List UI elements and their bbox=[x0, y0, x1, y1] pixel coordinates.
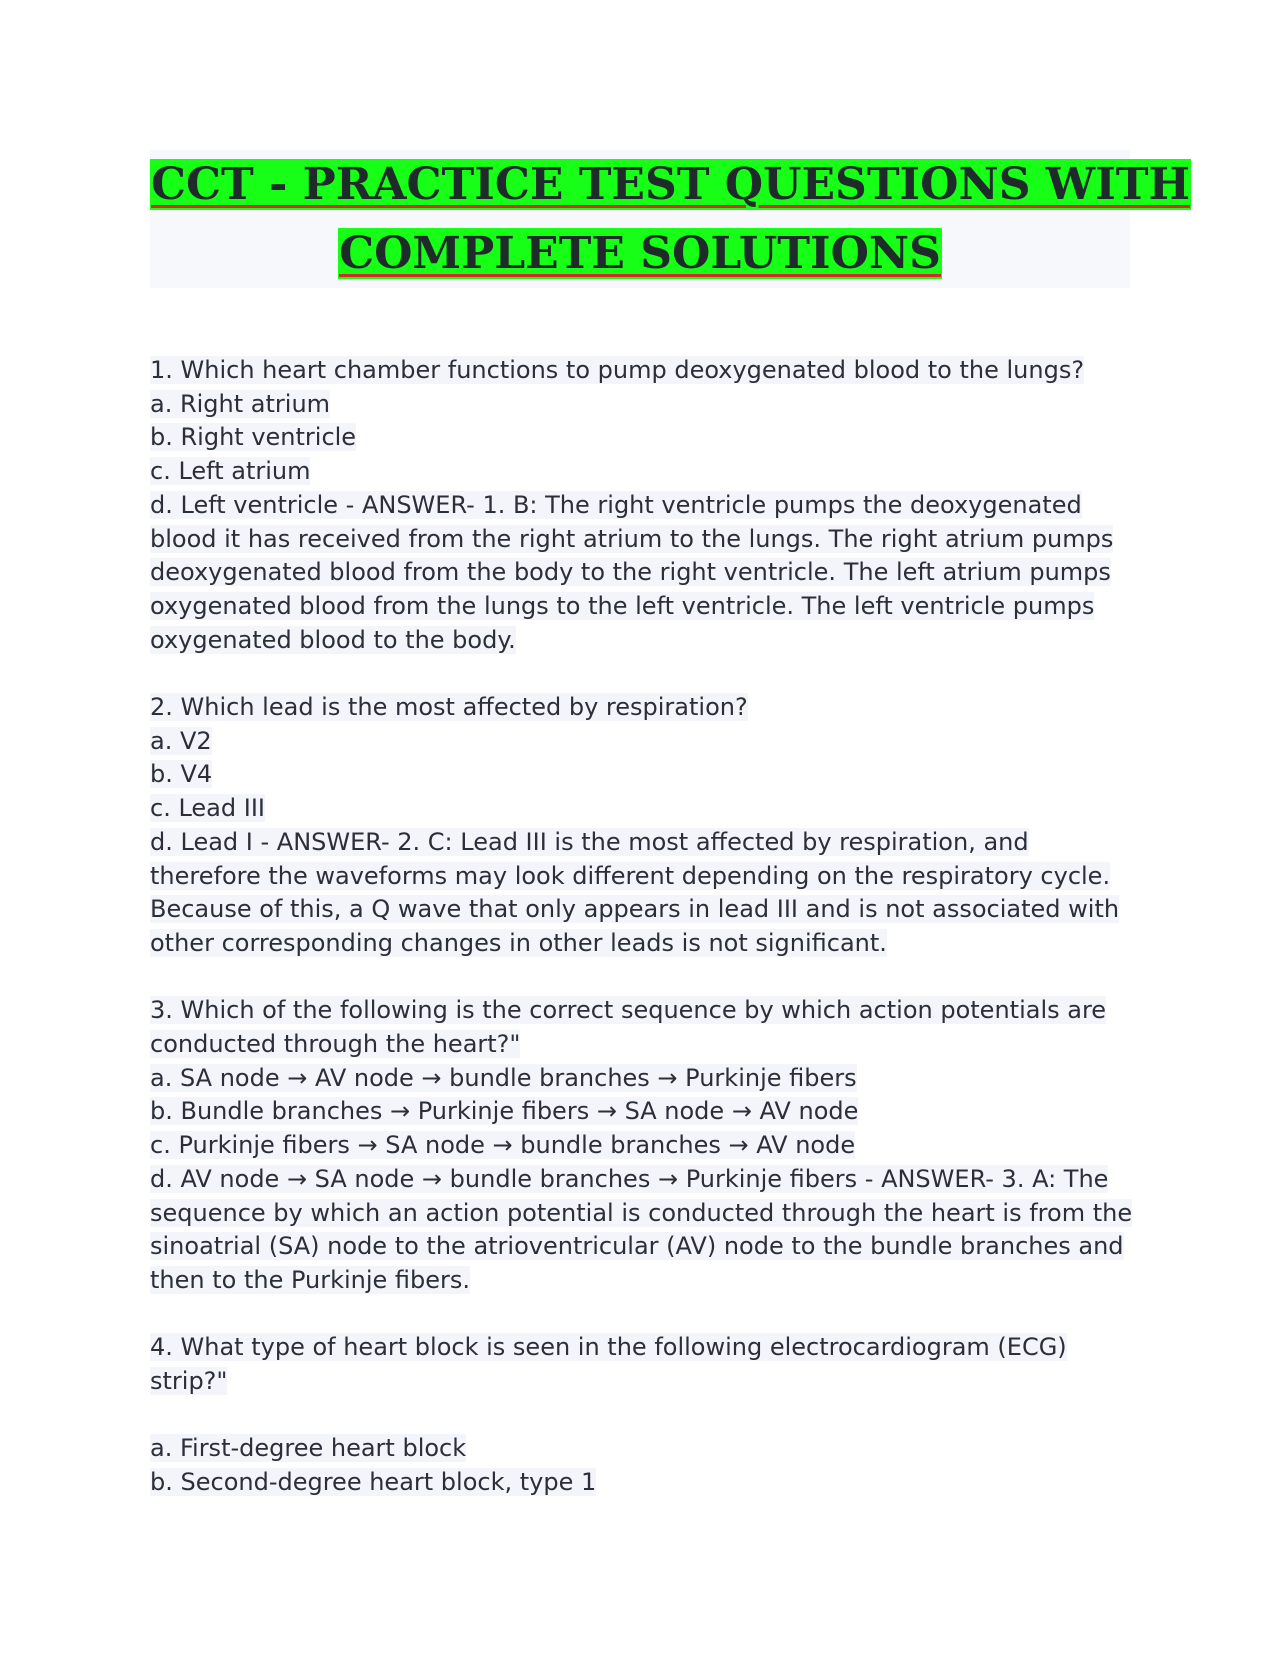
answer-option: b. Second-degree heart block, type 1 bbox=[150, 1468, 597, 1497]
answer-option: c. Lead III bbox=[150, 794, 265, 823]
answer-option: a. First-degree heart block bbox=[150, 1434, 467, 1463]
title-line-1: CCT - PRACTICE TEST QUESTIONS WITH bbox=[151, 159, 1191, 210]
answer-options bbox=[150, 1432, 1140, 1499]
questions-body bbox=[150, 354, 1140, 1534]
answer-option: b. Right ventricle bbox=[150, 423, 357, 452]
answer-option-with-solution: d. Left ventricle - ANSWER- 1. B: The right ventricle pumps the deoxygenated blood it has received from the right atrium to the lungs. The right atrium pumps deoxygenated blood from the body to the right ventricle. The left atrium pumps oxygenated blood from the lungs to the left ventricle. The left ventricle pumps oxygenated blood to the body. bbox=[150, 490, 1114, 654]
question-3 bbox=[150, 994, 1140, 1297]
question-stem: 2. Which lead is the most affected by respiration? bbox=[150, 693, 748, 722]
answer-option-with-solution: d. Lead I - ANSWER- 2. C: Lead III is the most affected by respiration, and therefore the waveforms may look different depending on the respiratory cycle. Because of this, a Q wave that only appears in lead III and is not associated with other corresponding changes in other leads is not significant. bbox=[150, 827, 1120, 957]
answer-option: b. Bundle branches → Purkinje fibers → SA node → AV node bbox=[150, 1097, 859, 1126]
question-stem: 3. Which of the following is the correct sequence by which action potentials are conducted through the heart?" bbox=[150, 996, 1107, 1059]
answer-option: a. SA node → AV node → bundle branches → Purkinje fibers bbox=[150, 1063, 857, 1092]
answer-option: b. V4 bbox=[150, 760, 213, 789]
question-stem: 1. Which heart chamber functions to pump deoxygenated blood to the lungs? bbox=[150, 356, 1085, 384]
answer-option: a. V2 bbox=[150, 726, 212, 755]
answer-option-with-solution: d. AV node → SA node → bundle branches → Purkinje fibers - ANSWER- 3. A: The sequence by which an action potential is conducted through the heart is from the sinoatrial (SA) node to the atrioventricular (AV) node to the bundle branches and then to the Purkinje fibers. bbox=[150, 1164, 1133, 1294]
question-1 bbox=[150, 354, 1140, 657]
answer-option: a. Right atrium bbox=[150, 389, 331, 418]
answer-option: c. Purkinje fibers → SA node → bundle branches → AV node bbox=[150, 1131, 856, 1160]
document-title bbox=[150, 150, 1191, 288]
question-4 bbox=[150, 1331, 1140, 1500]
question-stem: 4. What type of heart block is seen in the following electrocardiogram (ECG) strip?" bbox=[150, 1333, 1067, 1396]
title-line-2: COMPLETE SOLUTIONS bbox=[339, 228, 941, 279]
question-2 bbox=[150, 691, 1140, 961]
answer-option: c. Left atrium bbox=[150, 457, 311, 486]
